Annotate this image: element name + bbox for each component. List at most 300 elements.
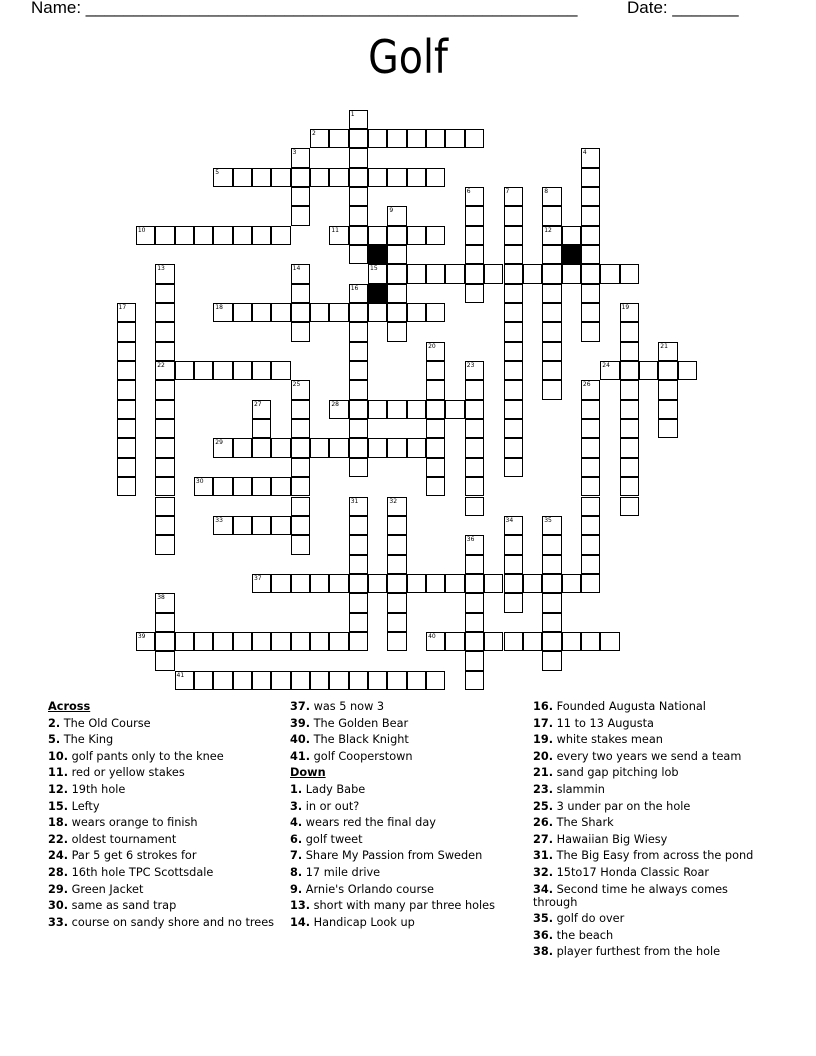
grid-cell[interactable]	[155, 400, 174, 419]
grid-cell[interactable]	[387, 632, 406, 651]
grid-cell[interactable]	[349, 342, 368, 361]
grid-cell[interactable]	[465, 613, 484, 632]
grid-cell[interactable]	[291, 168, 310, 187]
grid-cell[interactable]	[542, 555, 561, 574]
grid-cell[interactable]	[542, 187, 561, 206]
grid-cell[interactable]	[233, 361, 252, 380]
grid-cell[interactable]	[465, 400, 484, 419]
grid-cell[interactable]	[117, 419, 136, 438]
grid-cell[interactable]	[252, 438, 271, 457]
grid-cell[interactable]	[581, 245, 600, 264]
grid-cell[interactable]	[117, 380, 136, 399]
grid-cell[interactable]	[349, 535, 368, 554]
grid-cell[interactable]	[504, 342, 523, 361]
grid-cell[interactable]	[581, 632, 600, 651]
grid-cell[interactable]	[542, 303, 561, 322]
grid-cell[interactable]	[271, 671, 290, 690]
grid-cell[interactable]	[426, 303, 445, 322]
grid-cell[interactable]	[155, 380, 174, 399]
grid-cell[interactable]	[194, 477, 213, 496]
grid-cell[interactable]	[117, 322, 136, 341]
grid-cell[interactable]	[407, 226, 426, 245]
grid-cell[interactable]	[387, 322, 406, 341]
grid-cell[interactable]	[581, 322, 600, 341]
grid-cell[interactable]	[542, 632, 561, 651]
grid-cell[interactable]	[387, 593, 406, 612]
grid-cell[interactable]	[581, 226, 600, 245]
grid-cell[interactable]	[291, 535, 310, 554]
grid-cell[interactable]	[233, 303, 252, 322]
grid-cell[interactable]	[349, 593, 368, 612]
grid-cell[interactable]	[349, 380, 368, 399]
grid-cell[interactable]	[387, 535, 406, 554]
grid-cell[interactable]	[484, 632, 503, 651]
grid-cell[interactable]	[310, 574, 329, 593]
grid-cell[interactable]	[504, 361, 523, 380]
grid-cell[interactable]	[445, 574, 464, 593]
grid-cell[interactable]	[271, 574, 290, 593]
grid-cell[interactable]	[407, 574, 426, 593]
grid-cell[interactable]	[233, 438, 252, 457]
grid-cell[interactable]	[465, 129, 484, 148]
grid-cell[interactable]	[581, 264, 600, 283]
grid-cell[interactable]	[233, 671, 252, 690]
grid-cell[interactable]	[117, 303, 136, 322]
grid-cell[interactable]	[155, 264, 174, 283]
grid-cell[interactable]	[407, 303, 426, 322]
grid-cell[interactable]	[213, 477, 232, 496]
grid-cell[interactable]	[271, 477, 290, 496]
grid-cell[interactable]	[155, 342, 174, 361]
grid-cell[interactable]	[504, 535, 523, 554]
grid-cell[interactable]	[252, 168, 271, 187]
grid-cell[interactable]	[407, 168, 426, 187]
grid-cell[interactable]	[349, 110, 368, 129]
grid-cell[interactable]	[329, 303, 348, 322]
grid-cell[interactable]	[387, 438, 406, 457]
grid-cell[interactable]	[368, 671, 387, 690]
grid-cell[interactable]	[581, 303, 600, 322]
grid-cell[interactable]	[368, 438, 387, 457]
grid-cell[interactable]	[581, 168, 600, 187]
grid-cell[interactable]	[213, 632, 232, 651]
grid-cell[interactable]	[504, 400, 523, 419]
grid-cell[interactable]	[368, 129, 387, 148]
grid-cell[interactable]	[252, 574, 271, 593]
grid-cell[interactable]	[291, 380, 310, 399]
grid-cell[interactable]	[349, 361, 368, 380]
grid-cell[interactable]	[465, 497, 484, 516]
grid-cell[interactable]	[465, 380, 484, 399]
grid-cell[interactable]	[291, 671, 310, 690]
grid-cell[interactable]	[658, 400, 677, 419]
grid-cell[interactable]	[271, 226, 290, 245]
grid-cell[interactable]	[117, 361, 136, 380]
grid-cell[interactable]	[387, 168, 406, 187]
grid-cell[interactable]	[581, 400, 600, 419]
grid-cell[interactable]	[271, 516, 290, 535]
grid-cell[interactable]	[426, 342, 445, 361]
grid-cell[interactable]	[155, 516, 174, 535]
grid-cell[interactable]	[465, 226, 484, 245]
grid-cell[interactable]	[678, 361, 697, 380]
grid-cell[interactable]	[658, 342, 677, 361]
grid-cell[interactable]	[155, 632, 174, 651]
grid-cell[interactable]	[465, 187, 484, 206]
grid-cell[interactable]	[349, 206, 368, 225]
grid-cell[interactable]	[252, 361, 271, 380]
grid-cell[interactable]	[329, 226, 348, 245]
grid-cell[interactable]	[310, 129, 329, 148]
grid-cell[interactable]	[349, 129, 368, 148]
grid-cell[interactable]	[523, 574, 542, 593]
grid-cell[interactable]	[465, 438, 484, 457]
grid-cell[interactable]	[620, 477, 639, 496]
grid-cell[interactable]	[542, 593, 561, 612]
grid-cell[interactable]	[542, 284, 561, 303]
grid-cell[interactable]	[291, 574, 310, 593]
grid-cell[interactable]	[484, 264, 503, 283]
grid-cell[interactable]	[349, 148, 368, 167]
grid-cell[interactable]	[426, 574, 445, 593]
grid-cell[interactable]	[387, 226, 406, 245]
grid-cell[interactable]	[271, 303, 290, 322]
grid-cell[interactable]	[329, 574, 348, 593]
grid-cell[interactable]	[600, 361, 619, 380]
grid-cell[interactable]	[155, 303, 174, 322]
grid-cell[interactable]	[523, 632, 542, 651]
grid-cell[interactable]	[504, 226, 523, 245]
grid-cell[interactable]	[175, 361, 194, 380]
grid-cell[interactable]	[387, 671, 406, 690]
grid-cell[interactable]	[310, 632, 329, 651]
grid-cell[interactable]	[620, 458, 639, 477]
grid-cell[interactable]	[426, 226, 445, 245]
grid-cell[interactable]	[349, 458, 368, 477]
grid-cell[interactable]	[291, 458, 310, 477]
grid-cell[interactable]	[291, 497, 310, 516]
grid-cell[interactable]	[581, 206, 600, 225]
grid-cell[interactable]	[426, 671, 445, 690]
grid-cell[interactable]	[620, 342, 639, 361]
grid-cell[interactable]	[542, 361, 561, 380]
grid-cell[interactable]	[465, 458, 484, 477]
grid-cell[interactable]	[291, 419, 310, 438]
grid-cell[interactable]	[310, 168, 329, 187]
grid-cell[interactable]	[310, 438, 329, 457]
grid-cell[interactable]	[329, 400, 348, 419]
name-field[interactable]: Name: ____________________________________________________	[31, 0, 578, 17]
grid-cell[interactable]	[407, 400, 426, 419]
grid-cell[interactable]	[600, 264, 619, 283]
grid-cell[interactable]	[252, 671, 271, 690]
grid-cell[interactable]	[620, 264, 639, 283]
grid-cell[interactable]	[504, 632, 523, 651]
grid-cell[interactable]	[465, 361, 484, 380]
grid-cell[interactable]	[426, 361, 445, 380]
grid-cell[interactable]	[426, 632, 445, 651]
grid-cell[interactable]	[329, 671, 348, 690]
grid-cell[interactable]	[504, 284, 523, 303]
grid-cell[interactable]	[542, 613, 561, 632]
grid-cell[interactable]	[349, 322, 368, 341]
date-field[interactable]: Date: _______	[627, 0, 739, 17]
grid-cell[interactable]	[504, 187, 523, 206]
grid-cell[interactable]	[387, 264, 406, 283]
grid-cell[interactable]	[291, 400, 310, 419]
grid-cell[interactable]	[155, 438, 174, 457]
grid-cell[interactable]	[407, 671, 426, 690]
grid-cell[interactable]	[387, 303, 406, 322]
grid-cell[interactable]	[387, 574, 406, 593]
grid-cell[interactable]	[581, 284, 600, 303]
grid-cell[interactable]	[368, 303, 387, 322]
grid-cell[interactable]	[387, 516, 406, 535]
grid-cell[interactable]	[252, 303, 271, 322]
grid-cell[interactable]	[213, 168, 232, 187]
grid-cell[interactable]	[291, 187, 310, 206]
grid-cell[interactable]	[349, 400, 368, 419]
grid-cell[interactable]	[291, 322, 310, 341]
grid-cell[interactable]	[291, 438, 310, 457]
grid-cell[interactable]	[407, 264, 426, 283]
grid-cell[interactable]	[581, 458, 600, 477]
grid-cell[interactable]	[117, 458, 136, 477]
grid-cell[interactable]	[426, 129, 445, 148]
grid-cell[interactable]	[136, 226, 155, 245]
grid-cell[interactable]	[155, 284, 174, 303]
grid-cell[interactable]	[329, 129, 348, 148]
grid-cell[interactable]	[542, 651, 561, 670]
grid-cell[interactable]	[620, 400, 639, 419]
grid-cell[interactable]	[426, 400, 445, 419]
grid-cell[interactable]	[194, 361, 213, 380]
grid-cell[interactable]	[504, 555, 523, 574]
grid-cell[interactable]	[368, 168, 387, 187]
grid-cell[interactable]	[465, 555, 484, 574]
grid-cell[interactable]	[639, 361, 658, 380]
grid-cell[interactable]	[155, 497, 174, 516]
grid-cell[interactable]	[368, 400, 387, 419]
grid-cell[interactable]	[291, 148, 310, 167]
grid-cell[interactable]	[271, 168, 290, 187]
grid-cell[interactable]	[523, 264, 542, 283]
grid-cell[interactable]	[271, 438, 290, 457]
grid-cell[interactable]	[329, 438, 348, 457]
grid-cell[interactable]	[465, 671, 484, 690]
grid-cell[interactable]	[252, 226, 271, 245]
grid-cell[interactable]	[117, 400, 136, 419]
grid-cell[interactable]	[233, 516, 252, 535]
grid-cell[interactable]	[291, 516, 310, 535]
grid-cell[interactable]	[504, 303, 523, 322]
grid-cell[interactable]	[117, 438, 136, 457]
grid-cell[interactable]	[155, 593, 174, 612]
grid-cell[interactable]	[368, 574, 387, 593]
grid-cell[interactable]	[175, 632, 194, 651]
grid-cell[interactable]	[542, 264, 561, 283]
grid-cell[interactable]	[426, 264, 445, 283]
grid-cell[interactable]	[542, 226, 561, 245]
grid-cell[interactable]	[542, 516, 561, 535]
grid-cell[interactable]	[504, 264, 523, 283]
grid-cell[interactable]	[562, 226, 581, 245]
grid-cell[interactable]	[581, 380, 600, 399]
grid-cell[interactable]	[465, 206, 484, 225]
grid-cell[interactable]	[155, 458, 174, 477]
grid-cell[interactable]	[252, 516, 271, 535]
grid-cell[interactable]	[387, 284, 406, 303]
grid-cell[interactable]	[542, 342, 561, 361]
grid-cell[interactable]	[291, 303, 310, 322]
grid-cell[interactable]	[504, 438, 523, 457]
grid-cell[interactable]	[387, 613, 406, 632]
grid-cell[interactable]	[349, 303, 368, 322]
grid-cell[interactable]	[329, 632, 348, 651]
grid-cell[interactable]	[581, 535, 600, 554]
grid-cell[interactable]	[175, 226, 194, 245]
grid-cell[interactable]	[233, 477, 252, 496]
grid-cell[interactable]	[349, 438, 368, 457]
grid-cell[interactable]	[504, 419, 523, 438]
grid-cell[interactable]	[291, 477, 310, 496]
grid-cell[interactable]	[387, 206, 406, 225]
grid-cell[interactable]	[542, 380, 561, 399]
grid-cell[interactable]	[620, 497, 639, 516]
grid-cell[interactable]	[581, 516, 600, 535]
grid-cell[interactable]	[349, 632, 368, 651]
grid-cell[interactable]	[252, 400, 271, 419]
grid-cell[interactable]	[465, 574, 484, 593]
grid-cell[interactable]	[117, 477, 136, 496]
grid-cell[interactable]	[252, 477, 271, 496]
grid-cell[interactable]	[658, 380, 677, 399]
grid-cell[interactable]	[581, 477, 600, 496]
grid-cell[interactable]	[349, 419, 368, 438]
grid-cell[interactable]	[213, 303, 232, 322]
grid-cell[interactable]	[291, 284, 310, 303]
grid-cell[interactable]	[155, 361, 174, 380]
grid-cell[interactable]	[349, 555, 368, 574]
grid-cell[interactable]	[581, 574, 600, 593]
grid-cell[interactable]	[620, 303, 639, 322]
grid-cell[interactable]	[562, 574, 581, 593]
grid-cell[interactable]	[349, 497, 368, 516]
grid-cell[interactable]	[349, 613, 368, 632]
grid-cell[interactable]	[213, 438, 232, 457]
grid-cell[interactable]	[445, 264, 464, 283]
grid-cell[interactable]	[155, 613, 174, 632]
grid-cell[interactable]	[155, 535, 174, 554]
grid-cell[interactable]	[213, 516, 232, 535]
grid-cell[interactable]	[349, 168, 368, 187]
grid-cell[interactable]	[581, 419, 600, 438]
grid-cell[interactable]	[252, 632, 271, 651]
grid-cell[interactable]	[504, 516, 523, 535]
grid-cell[interactable]	[349, 516, 368, 535]
grid-cell[interactable]	[465, 264, 484, 283]
grid-cell[interactable]	[426, 168, 445, 187]
grid-cell[interactable]	[504, 574, 523, 593]
grid-cell[interactable]	[542, 535, 561, 554]
grid-cell[interactable]	[155, 651, 174, 670]
grid-cell[interactable]	[658, 361, 677, 380]
grid-cell[interactable]	[213, 226, 232, 245]
grid-cell[interactable]	[484, 574, 503, 593]
grid-cell[interactable]	[620, 380, 639, 399]
grid-cell[interactable]	[504, 245, 523, 264]
grid-cell[interactable]	[155, 226, 174, 245]
grid-cell[interactable]	[426, 438, 445, 457]
grid-cell[interactable]	[426, 458, 445, 477]
grid-cell[interactable]	[213, 361, 232, 380]
grid-cell[interactable]	[349, 245, 368, 264]
grid-cell[interactable]	[387, 400, 406, 419]
grid-cell[interactable]	[620, 438, 639, 457]
grid-cell[interactable]	[349, 671, 368, 690]
grid-cell[interactable]	[445, 400, 464, 419]
grid-cell[interactable]	[155, 419, 174, 438]
grid-cell[interactable]	[117, 342, 136, 361]
grid-cell[interactable]	[465, 245, 484, 264]
grid-cell[interactable]	[600, 632, 619, 651]
grid-cell[interactable]	[233, 226, 252, 245]
grid-cell[interactable]	[194, 671, 213, 690]
grid-cell[interactable]	[620, 322, 639, 341]
grid-cell[interactable]	[465, 632, 484, 651]
grid-cell[interactable]	[349, 226, 368, 245]
grid-cell[interactable]	[291, 264, 310, 283]
grid-cell[interactable]	[620, 361, 639, 380]
grid-cell[interactable]	[233, 168, 252, 187]
grid-cell[interactable]	[194, 632, 213, 651]
grid-cell[interactable]	[213, 671, 232, 690]
grid-cell[interactable]	[581, 187, 600, 206]
grid-cell[interactable]	[581, 555, 600, 574]
grid-cell[interactable]	[252, 419, 271, 438]
grid-cell[interactable]	[349, 284, 368, 303]
grid-cell[interactable]	[426, 380, 445, 399]
grid-cell[interactable]	[291, 206, 310, 225]
grid-cell[interactable]	[581, 148, 600, 167]
grid-cell[interactable]	[504, 322, 523, 341]
grid-cell[interactable]	[581, 438, 600, 457]
grid-cell[interactable]	[504, 206, 523, 225]
grid-cell[interactable]	[271, 632, 290, 651]
grid-cell[interactable]	[542, 322, 561, 341]
grid-cell[interactable]	[233, 632, 252, 651]
grid-cell[interactable]	[620, 419, 639, 438]
grid-cell[interactable]	[368, 264, 387, 283]
grid-cell[interactable]	[562, 632, 581, 651]
grid-cell[interactable]	[407, 129, 426, 148]
grid-cell[interactable]	[387, 129, 406, 148]
grid-cell[interactable]	[465, 593, 484, 612]
grid-cell[interactable]	[658, 419, 677, 438]
grid-cell[interactable]	[465, 419, 484, 438]
grid-cell[interactable]	[387, 497, 406, 516]
grid-cell[interactable]	[175, 671, 194, 690]
grid-cell[interactable]	[407, 438, 426, 457]
grid-cell[interactable]	[542, 206, 561, 225]
grid-cell[interactable]	[504, 458, 523, 477]
grid-cell[interactable]	[310, 671, 329, 690]
grid-cell[interactable]	[426, 477, 445, 496]
grid-cell[interactable]	[465, 535, 484, 554]
grid-cell[interactable]	[465, 651, 484, 670]
grid-cell[interactable]	[155, 322, 174, 341]
grid-cell[interactable]	[349, 187, 368, 206]
